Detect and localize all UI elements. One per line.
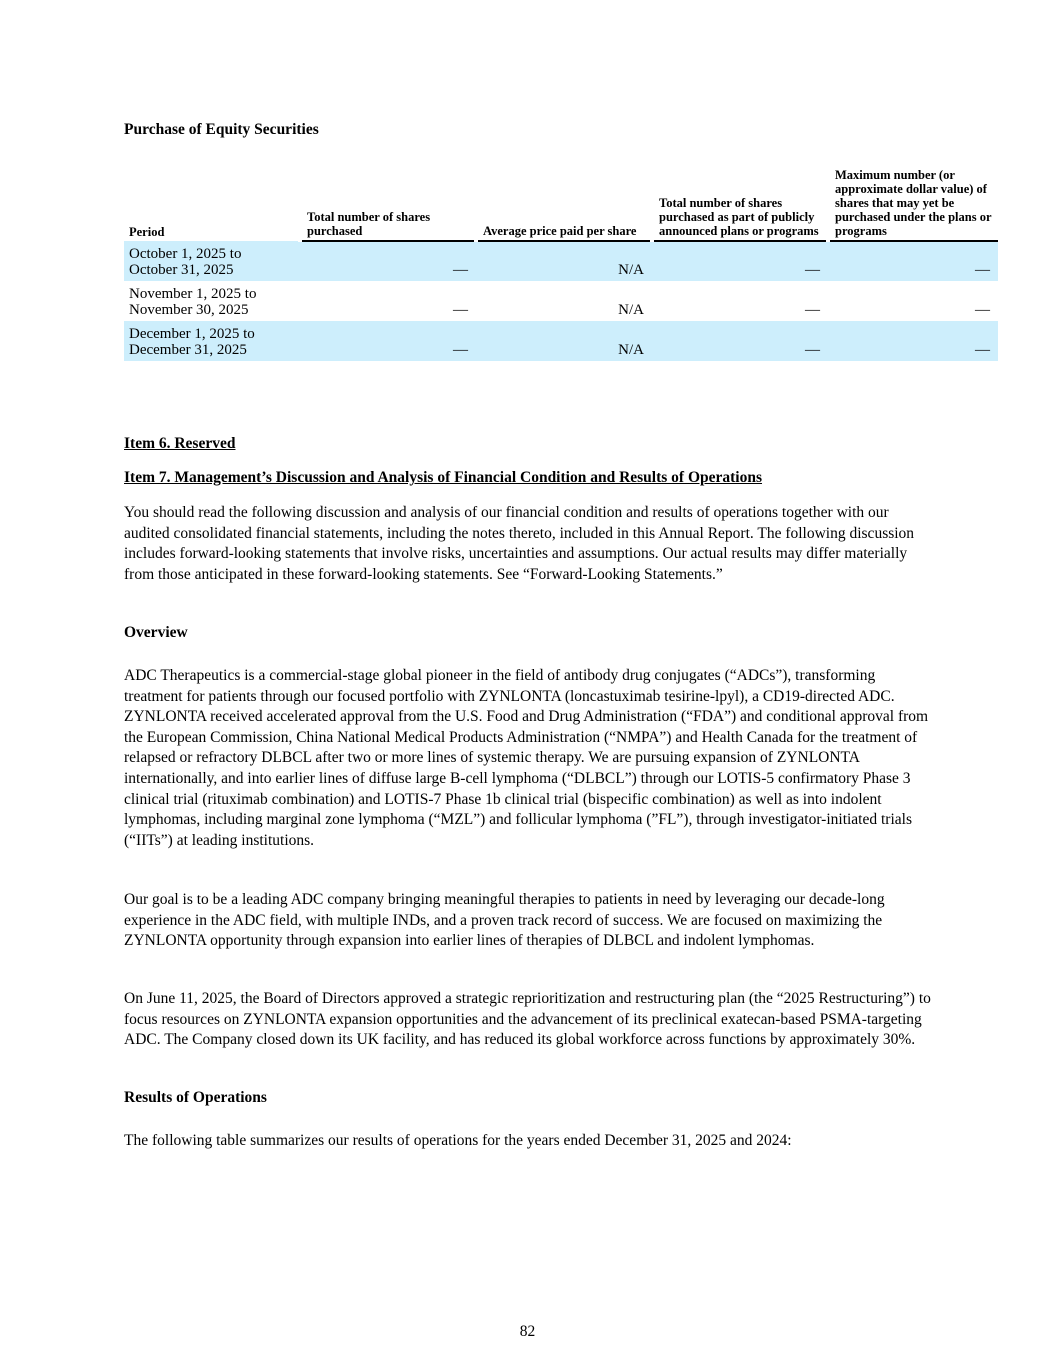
period-cell: October 1, 2025 to October 31, 2025 — [124, 241, 300, 281]
table-row — [124, 321, 998, 361]
header-shares-plans: Total number of shares purchased as part of publicly announced plans or programs — [652, 168, 828, 241]
header-avg-price: Average price paid per share — [476, 168, 652, 241]
price-cell: N/A — [476, 241, 652, 281]
max-value-cell: — — [828, 241, 998, 281]
period-cell: November 1, 2025 to November 30, 2025 — [129, 286, 257, 318]
plan-shares-cell: — — [652, 241, 828, 281]
max-value-cell: — — [828, 321, 998, 361]
page-number: 82 — [519, 1323, 536, 1340]
shares-cell: — — [300, 321, 476, 361]
overview-paragraph-1: ADC Therapeutics is a commercial-stage global pioneer in the field of antibody drug conjugates (“ADCs”), transforming treatment for patients through our focused portfolio with ZYNLONTA (loncastuximab tesirine-lpyl), a CD19-directed ADC. ZYNLONTA received accelerated approval from the U.S. Food and Drug Administration (“FDA”) and conditional approval from the European Commission, China National Medical Products Administration (“NMPA”) and Health Canada for the treatment of relapsed or refractory DLBCL after two or more lines of systemic therapy. We are pursuing expansion of ZYNLONTA internationally, and into earlier lines of diffuse large B-cell lymphoma (“DLBCL”) through our LOTIS-5 confirmatory Phase 3 clinical trial (rituximab combination) and LOTIS-7 Phase 1b clinical trial (bispecific combination) as well as into indolent lymphomas, including marginal zone lymphoma (“MZL”) and follicular lymphoma (”FL”), through investigator-initiated trials (“IITs”) at leading institutions. — [124, 667, 929, 849]
table-header-row — [124, 168, 998, 241]
equity-purchase-table — [124, 168, 998, 361]
purchase-equity-heading: Purchase of Equity Securities — [124, 121, 319, 138]
shares-cell: — — [453, 302, 468, 318]
overview-paragraph-3: On June 11, 2025, the Board of Directors approved a strategic reprioritization and restructuring plan (the “2025 Restructuring”) to focus resources on ZYNLONTA expansion opportunities and the advancement of its preclinical exatecan-based PSMA-targeting ADC. The Company closed down its UK facility, and has reduced its global workforce across functions by approximately 30%. — [124, 990, 931, 1049]
header-total-shares: Total number of shares purchased — [300, 168, 476, 241]
plan-shares-cell: — — [805, 302, 820, 318]
price-cell: N/A — [476, 321, 652, 361]
table-row — [124, 241, 998, 281]
item-6-heading: Item 6. Reserved — [124, 435, 236, 452]
max-value-cell: — — [975, 302, 990, 318]
price-cell: N/A — [618, 302, 644, 318]
results-heading: Results of Operations — [124, 1089, 267, 1106]
period-cell: December 1, 2025 to December 31, 2025 — [124, 321, 300, 361]
plan-shares-cell: — — [652, 321, 828, 361]
shares-cell: — — [300, 241, 476, 281]
item-7-heading: Item 7. Management’s Discussion and Analysis of Financial Condition and Results of Operations — [124, 469, 763, 486]
header-period: Period — [129, 225, 165, 239]
overview-heading: Overview — [124, 624, 188, 641]
table-row — [124, 281, 998, 321]
results-paragraph: The following table summarizes our results of operations for the years ended December 31, 2025 and 2024: — [124, 1132, 792, 1149]
overview-paragraph-2: Our goal is to be a leading ADC company bringing meaningful therapies to patients in need by leveraging our decade-long experience in the ADC field, with multiple INDs, and a proven track record of success. We are focused on maximizing the ZYNLONTA opportunity through expansion into earlier lines of therapies of DLBCL and indolent lymphomas. — [124, 891, 885, 950]
header-max-number: Maximum number (or approximate dollar value) of shares that may yet be purchased under the plans or programs — [828, 168, 998, 241]
intro-paragraph: You should read the following discussion and analysis of our financial condition and results of operations together with our audited consolidated financial statements, including the notes thereto, included in this Annual Report. The following discussion includes forward-looking statements that involve risks, uncertainties and assumptions. Our actual results may differ materially from those anticipated in these forward-looking statements. See “Forward-Looking Statements.” — [124, 504, 915, 583]
